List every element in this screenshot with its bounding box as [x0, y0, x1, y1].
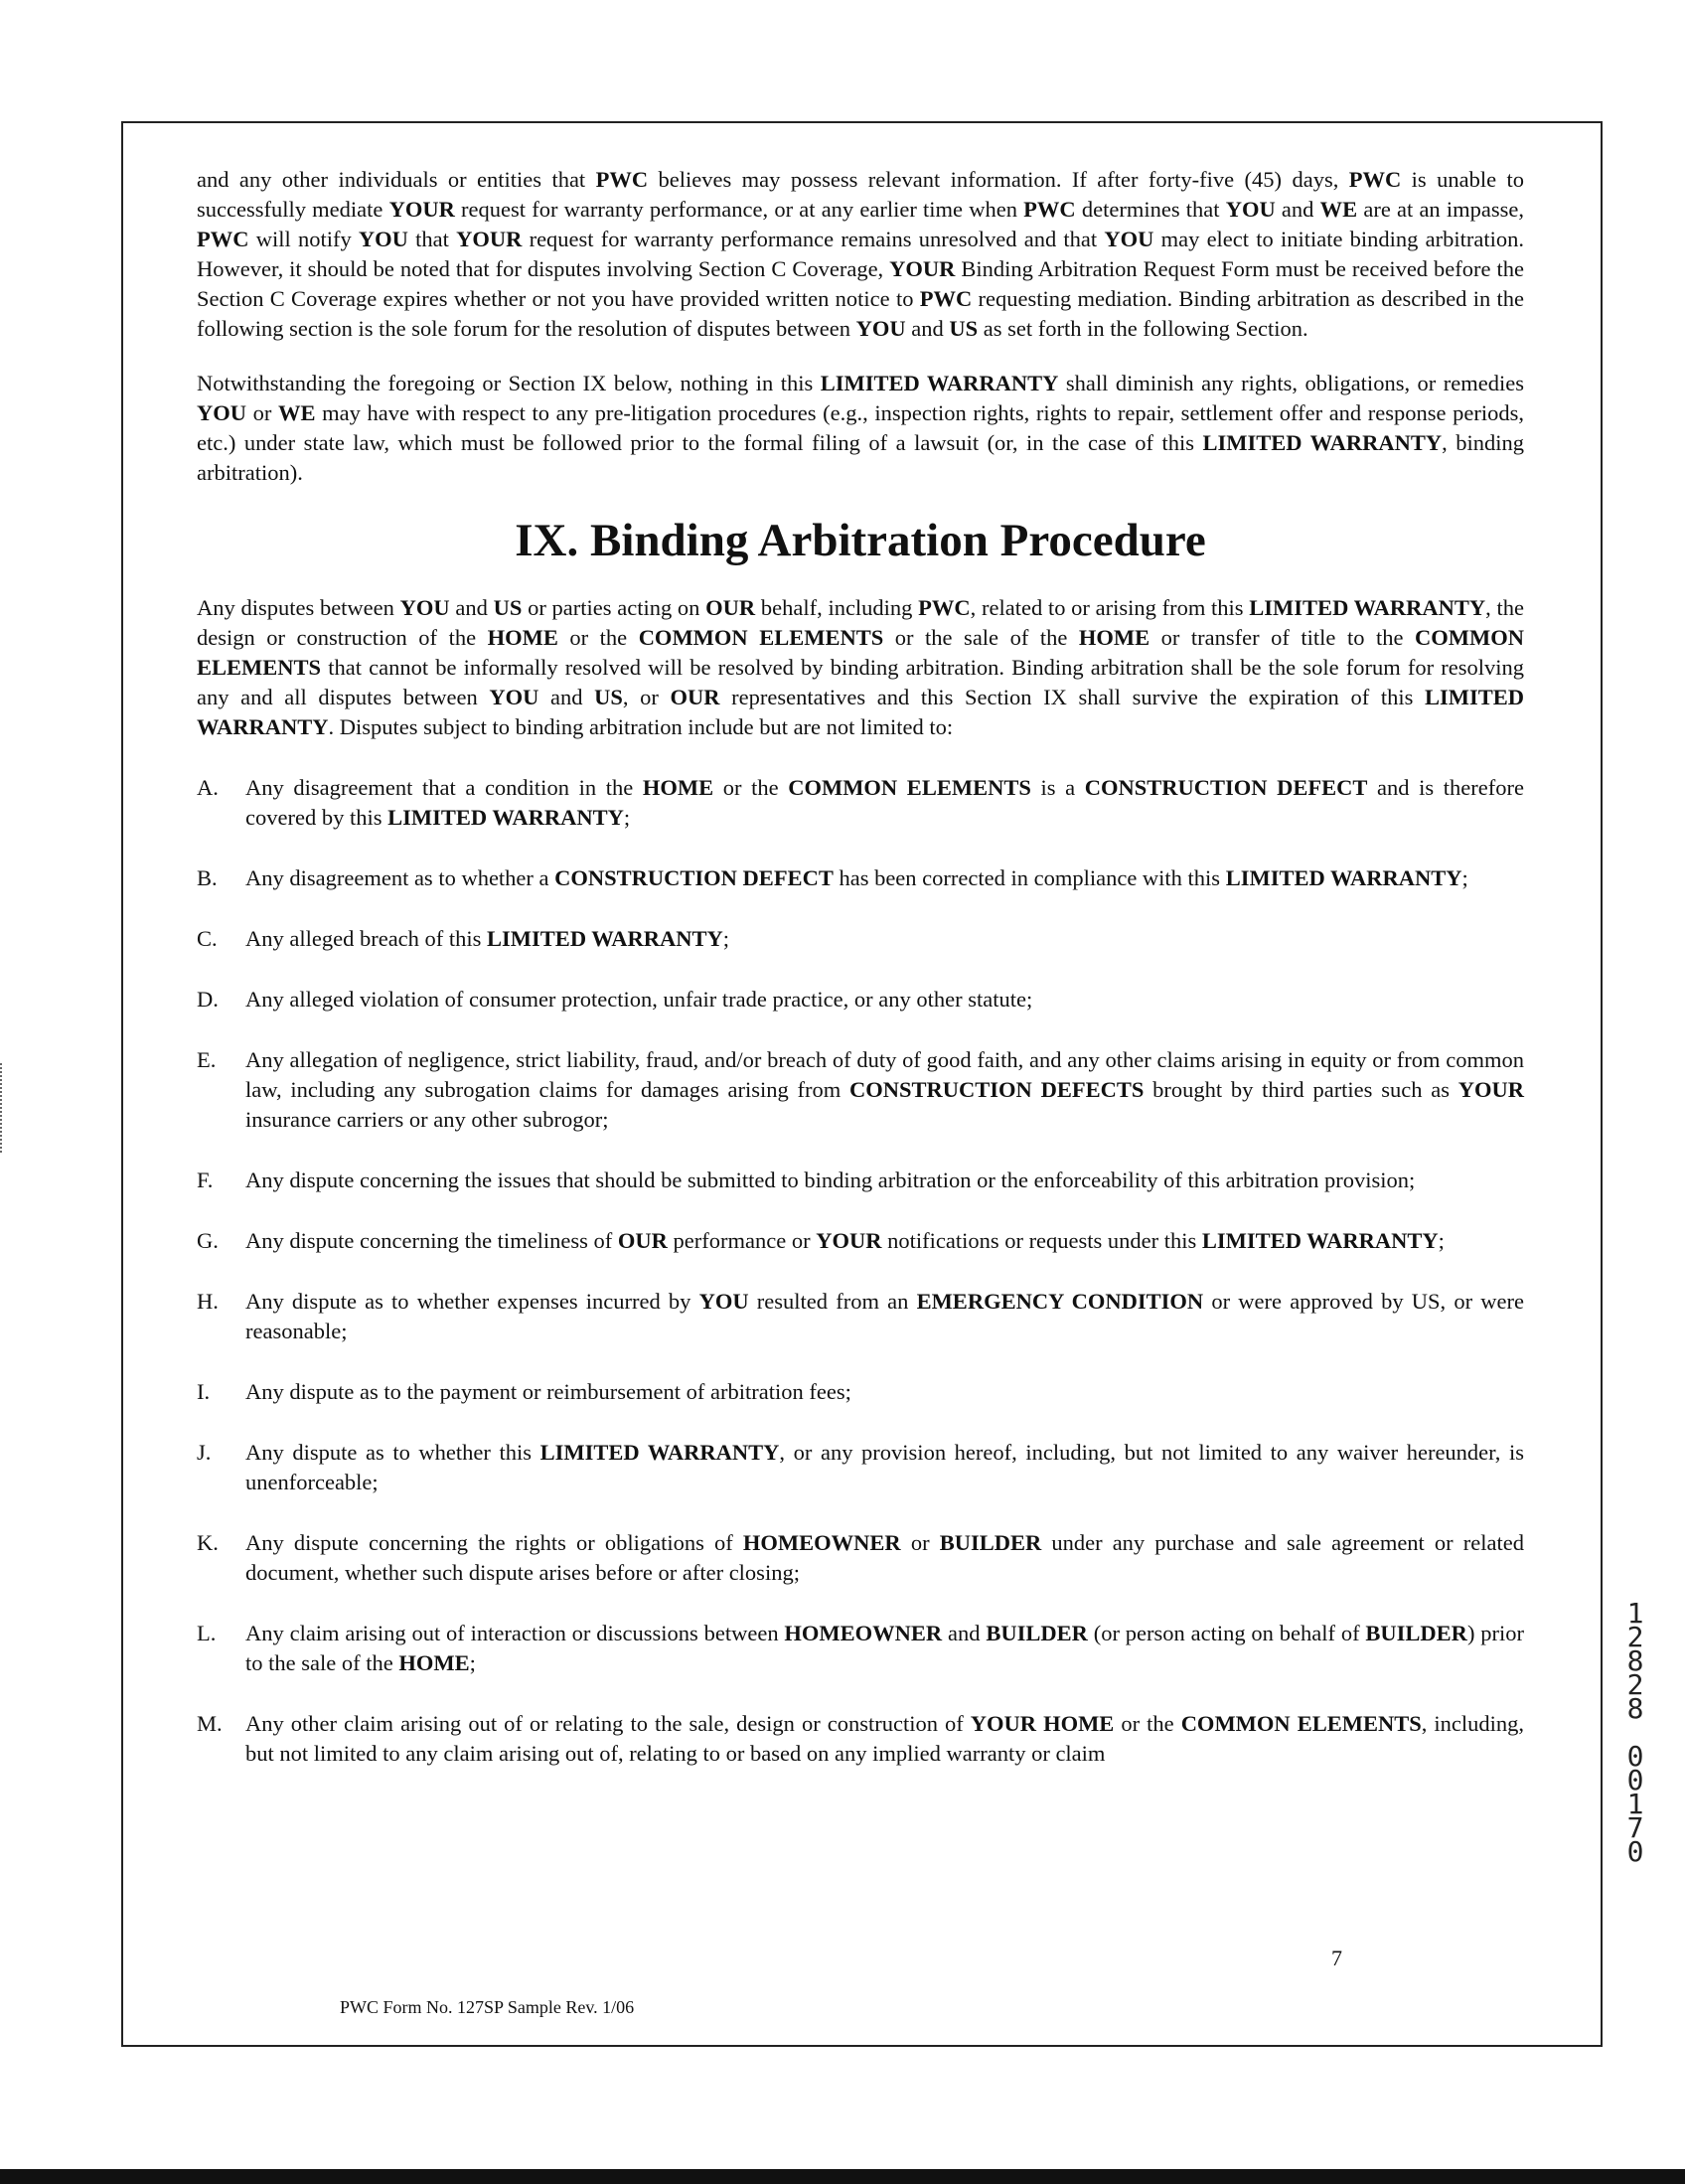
list-item-letter: M. [197, 1711, 223, 1736]
list-item-text: Any claim arising out of interaction or discussions between HOMEOWNER and BUILDER (or person acting on behalf of BUILDER) prior to the sale of the HOME; [245, 1621, 1525, 1675]
bold-term: COMMON ELEMENTS [788, 775, 1031, 800]
bold-term: PWC [595, 167, 649, 192]
bold-term: LIMITED WARRANTY [820, 371, 1059, 395]
bold-term: COMMON ELEMENTS [1180, 1711, 1422, 1736]
bold-term: LIMITED WARRANTY [1201, 1228, 1439, 1253]
list-item-letter: K. [197, 1530, 219, 1555]
bold-term: YOUR [456, 227, 523, 251]
bold-term: YOU [855, 316, 906, 341]
bates-digit: 2 [1626, 1668, 1644, 1701]
bold-term: PWC [1348, 167, 1402, 192]
intro-paragraph-2: Notwithstanding the foregoing or Section IX below, nothing in this LIMITED WARRANTY shall diminish any rights, obligations, or remedies YOU or WE may have with respect to any pre-litigation procedures (e.g., inspection rights, rights to repair, settlement offer and response periods, etc.) under state law, which must be followed prior to the formal filing of a lawsuit (or, in the case of this LIMITED WARRANTY, binding arbitration). [197, 371, 1525, 485]
dispute-list-item [197, 1528, 1524, 1588]
form-number: PWC Form No. 127SP Sample Rev. 1/06 [340, 1997, 635, 2017]
list-item-text: Any alleged violation of consumer protection, unfair trade practice, or any other statute; [245, 987, 1033, 1012]
bold-term: YOU [1225, 197, 1276, 222]
bates-stamp [1621, 1597, 1649, 1868]
bold-term: HOMEOWNER [784, 1621, 943, 1645]
bold-term: PWC [918, 595, 971, 620]
bold-term: US [949, 316, 979, 341]
list-item-letter: C. [197, 926, 218, 951]
list-item-letter: L. [197, 1621, 217, 1645]
bold-term: OUR [705, 595, 756, 620]
bold-term: YOU [489, 685, 539, 709]
document-body [197, 165, 1524, 1799]
list-item-letter: F. [197, 1168, 214, 1192]
bold-term: CONSTRUCTION DEFECT [554, 865, 834, 890]
dispute-list-item [197, 1166, 1524, 1195]
bates-digit: 1 [1626, 1597, 1644, 1630]
list-item-letter: A. [197, 775, 219, 800]
bold-term: PWC [197, 227, 249, 251]
bold-term: OUR [617, 1228, 668, 1253]
bold-term: PWC [919, 286, 973, 311]
section-heading: IX. Binding Arbitration Procedure [515, 515, 1206, 566]
bates-digit: 0 [1626, 1740, 1644, 1773]
bold-term: BUILDER [986, 1621, 1088, 1645]
list-item-text: Any dispute as to the payment or reimbursement of arbitration fees; [245, 1379, 851, 1404]
bold-term: HOME [642, 775, 714, 800]
bold-term: YOU [197, 400, 246, 425]
page-number: 7 [1331, 1946, 1342, 1970]
bold-term: YOUR [816, 1228, 882, 1253]
dispute-list-item [197, 773, 1524, 833]
dispute-list-item [197, 1438, 1524, 1497]
bates-digit: 1 [1626, 1788, 1644, 1820]
bold-term: LIMITED WARRANTY [487, 926, 723, 951]
list-item-text: Any dispute as to whether expenses incurred by YOU resulted from an EMERGENCY CONDITION or were approved by US, or were reasonable; [245, 1289, 1524, 1343]
bates-digit: 7 [1626, 1811, 1644, 1844]
scan-bottom-edge [0, 2169, 1685, 2184]
list-item-letter: D. [197, 987, 219, 1012]
bold-term: CONSTRUCTION DEFECTS [849, 1077, 1145, 1102]
list-item-text: Any dispute as to whether this LIMITED WARRANTY, or any provision hereof, including, but not limited to any waiver hereunder, is unenforceable; [245, 1440, 1524, 1494]
bold-term: US [493, 595, 523, 620]
bold-term: PWC [1023, 197, 1076, 222]
list-item-text: Any dispute concerning the issues that should be submitted to binding arbitration or the enforceability of this arbitration provision; [245, 1168, 1416, 1192]
bold-term: CONSTRUCTION DEFECT [1084, 775, 1368, 800]
bates-digit: 0 [1626, 1764, 1644, 1796]
bold-term: LIMITED WARRANTY [197, 685, 1524, 739]
dispute-list-item [197, 1287, 1524, 1346]
bold-term: YOUR HOME [970, 1711, 1115, 1736]
list-item-letter: H. [197, 1289, 219, 1314]
dispute-list-item [197, 1709, 1524, 1769]
bold-term: LIMITED WARRANTY [1202, 430, 1443, 455]
list-item-text: Any alleged breach of this LIMITED WARRANTY; [245, 926, 730, 951]
bold-term: US [594, 685, 623, 709]
bold-term: OUR [670, 685, 720, 709]
list-item-letter: G. [197, 1228, 219, 1253]
dispute-list-item [197, 1377, 1524, 1407]
bold-term: WE [277, 400, 316, 425]
bates-digit: 2 [1626, 1621, 1644, 1653]
bold-term: YOU [698, 1289, 749, 1314]
scan-margin-mark [0, 1063, 5, 1153]
bold-term: YOUR [889, 256, 956, 281]
dispute-list-item [197, 985, 1524, 1014]
list-item-letter: B. [197, 865, 218, 890]
bold-term: YOUR [388, 197, 455, 222]
bold-term: EMERGENCY CONDITION [916, 1289, 1204, 1314]
bold-term: HOME [398, 1650, 470, 1675]
bold-term: YOUR [1457, 1077, 1524, 1102]
bold-term: BUILDER [1365, 1621, 1467, 1645]
section-intro-paragraph: Any disputes between YOU and US or parties acting on OUR behalf, including PWC, related to or arising from this LIMITED WARRANTY, the design or construction of the HOME or the COMMON ELEMENTS or the sale of the HOME or transfer of title to the COMMON ELEMENTS that cannot be informally resolved will be resolved by binding arbitration. Binding arbitration shall be the sole forum for resolving any and all disputes between YOU and US, or OUR representatives and this Section IX shall survive the expiration of this LIMITED WARRANTY. Disputes subject to binding arbitration include but are not limited to: [197, 595, 1524, 739]
dispute-list [197, 773, 1524, 1769]
bold-term: COMMON ELEMENTS [638, 625, 884, 650]
list-item-letter: E. [197, 1047, 217, 1072]
bold-term: LIMITED WARRANTY [1225, 865, 1462, 890]
bold-term: COMMON ELEMENTS [197, 625, 1524, 680]
bold-term: LIMITED WARRANTY [387, 805, 624, 830]
list-item-text: Any dispute concerning the rights or obligations of HOMEOWNER or BUILDER under any purchase and sale agreement or related document, whether such dispute arises before or after closing; [245, 1530, 1524, 1585]
bold-term: LIMITED WARRANTY [1249, 595, 1486, 620]
dispute-list-item [197, 1226, 1524, 1256]
bold-term: YOU [358, 227, 408, 251]
dispute-list-item [197, 1619, 1524, 1678]
bates-digit: 0 [1626, 1835, 1644, 1868]
list-item-text: Any disagreement that a condition in the HOME or the COMMON ELEMENTS is a CONSTRUCTION DEFECT and is therefore covered by this LIMITED WARRANTY; [245, 775, 1524, 830]
bold-term: BUILDER [939, 1530, 1042, 1555]
list-item-letter: I. [197, 1379, 211, 1404]
list-item-text: Any dispute concerning the timeliness of OUR performance or YOUR notifications or requests under this LIMITED WARRANTY; [245, 1228, 1445, 1253]
list-item-text: Any disagreement as to whether a CONSTRUCTION DEFECT has been corrected in compliance with this LIMITED WARRANTY; [245, 865, 1468, 890]
bold-term: HOME [1078, 625, 1150, 650]
bold-term: WE [1319, 197, 1358, 222]
dispute-list-item [197, 924, 1524, 954]
intro-paragraph-1: and any other individuals or entities that PWC believes may possess relevant information. If after forty-five (45) days, PWC is unable to successfully mediate YOUR request for warranty performance, or at any earlier time when PWC determines that YOU and WE are at an impasse, PWC will notify YOU that YOUR request for warranty performance remains unresolved and that YOU may elect to initiate binding arbitration. However, it should be noted that for disputes involving Section C Coverage, YOUR Binding Arbitration Request Form must be received before the Section C Coverage expires whether or not you have provided written notice to PWC requesting mediation. Binding arbitration as described in the following section is the sole forum for the resolution of disputes between YOU and US as set forth in the following Section. [197, 167, 1524, 341]
dispute-list-item [197, 863, 1524, 893]
list-item-letter: J. [197, 1440, 212, 1465]
bold-term: HOME [487, 625, 558, 650]
bates-digit: 8 [1626, 1692, 1644, 1725]
list-item-text: Any other claim arising out of or relating to the sale, design or construction of YOUR HOME or the COMMON ELEMENTS, including, but not limited to any claim arising out of, relating to or based on any implied warranty or claim [245, 1711, 1525, 1766]
bates-digit: 8 [1626, 1644, 1644, 1677]
bold-term: HOMEOWNER [742, 1530, 901, 1555]
bold-term: YOU [399, 595, 450, 620]
bold-term: LIMITED WARRANTY [539, 1440, 780, 1465]
dispute-list-item [197, 1045, 1524, 1135]
list-item-text: Any allegation of negligence, strict liability, fraud, and/or breach of duty of good faith, and any other claims arising in equity or from common law, including any subrogation claims for damages arising from CONSTRUCTION DEFECTS brought by third parties such as YOUR insurance carriers or any other subrogor; [245, 1047, 1524, 1132]
bold-term: YOU [1104, 227, 1154, 251]
